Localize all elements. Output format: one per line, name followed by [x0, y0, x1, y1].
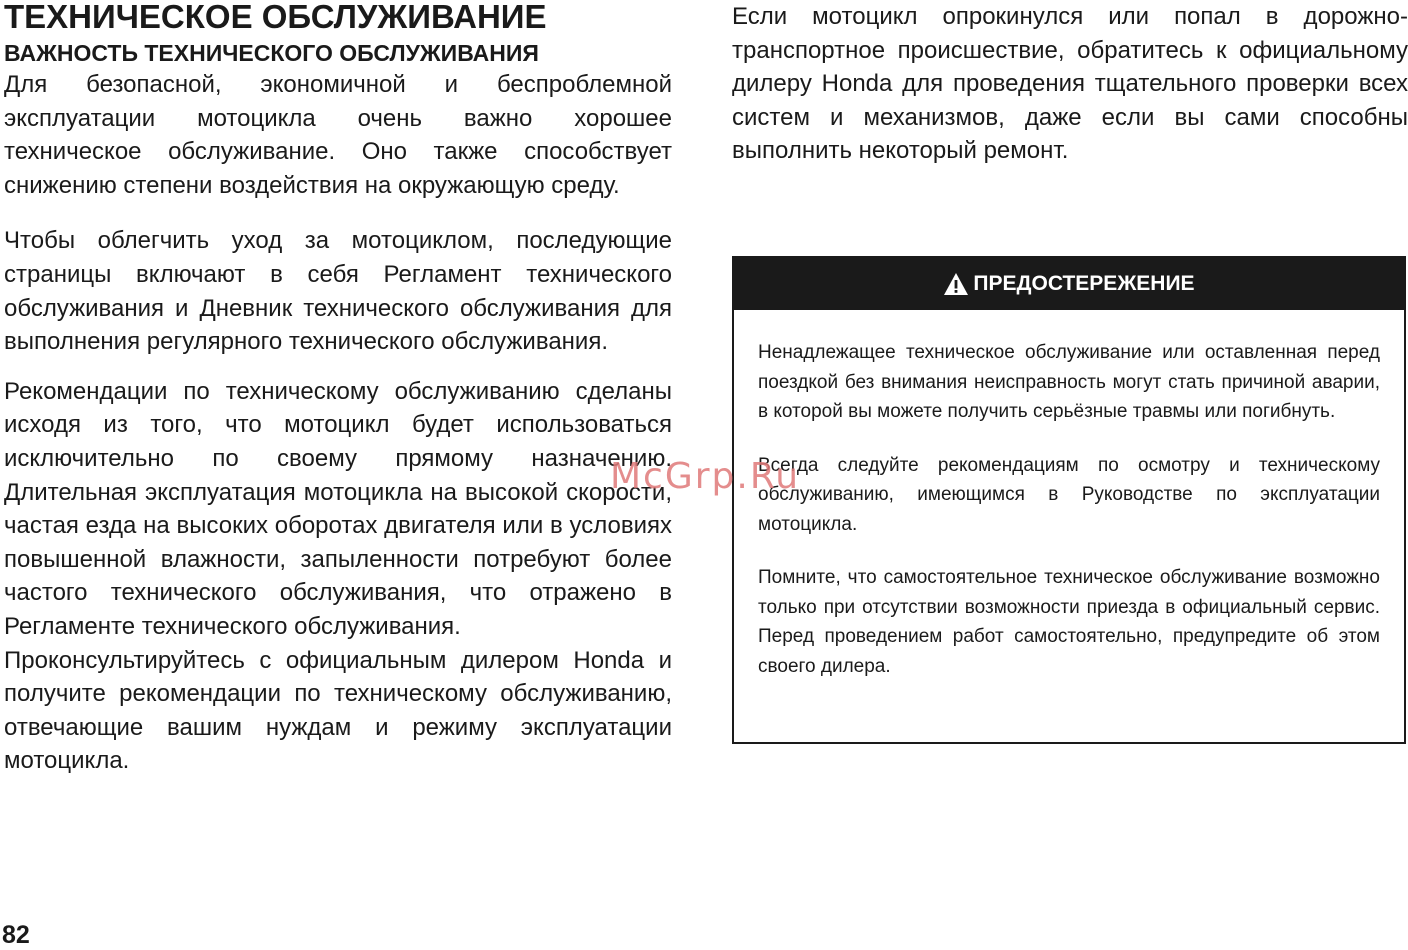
- warning-body: [734, 310, 1404, 681]
- paragraph-accident: Если мотоцикл опрокинулся или попал в дорожнотранспортное происшествие, обратитесь к официальному дилеру Honda для проведения тщательного проверки всех систем и механизмов, даже если вы сами способны выполнить некоторый ремонт.: [732, 3, 1408, 165]
- watermark: McGrp.Ru: [610, 456, 801, 497]
- paragraph-consult-dealer: Проконсультируйтесь с официальным дилером Honda и получите рекомендации по техническому обслуживанию, отвечающие вашим нуждам и режиму эксплуатации мотоцикла.: [4, 646, 672, 775]
- warning-title: ПРЕДОСТЕРЕЖЕНИЕ: [973, 272, 1195, 295]
- left-column: [4, 0, 672, 778]
- warning-paragraph-follow: Всегда следуйте рекомендациям по осмотру и техническому обслуживанию, имеющимся в Руководстве по эксплуатации мотоцикла.: [758, 454, 1380, 535]
- section-heading: ВАЖНОСТЬ ТЕХНИЧЕСКОГО ОБСЛУЖИВАНИЯ: [4, 40, 539, 66]
- warning-header: [734, 258, 1404, 310]
- page-title: ТЕХНИЧЕСКОЕ ОБСЛУЖИВАНИЕ: [4, 0, 547, 35]
- paragraph-importance: Для безопасной, экономичной и беспроблемной эксплуатации мотоцикла очень важно хорошее техническое обслуживание. Оно также способствует снижению степени воздействия на окружающую среду.: [4, 71, 672, 199]
- page-number: 82: [2, 921, 30, 949]
- right-column: [732, 0, 1408, 168]
- paragraph-schedule: Чтобы облегчить уход за мотоциклом, последующие страницы включают в себя Регламент технического обслуживания и Дневник технического обслуживания для выполнения регулярного технического обслуживания.: [4, 227, 672, 356]
- warning-paragraph-self-service: Помните, что самостоятельное техническое обслуживание возможно только при отсутствии возможности приезда в официальный сервис. Перед проведением работ самостоятельно, предупредите об этом своего дилера.: [758, 567, 1380, 677]
- warning-box: [732, 256, 1406, 744]
- warning-paragraph-risk: Ненадлежащее техническое обслуживание или оставленная перед поездкой без внимания неисправность могут стать причиной аварии, в которой вы можете получить серьёзные травмы или погибнуть.: [758, 342, 1380, 422]
- warning-triangle-icon: [943, 272, 969, 296]
- paragraph-recommendations: Рекомендации по техническому обслуживанию сделаны исходя из того, что мотоцикл будет использоваться исключительно по своему прямому назначению. Длительная эксплуатация мотоцикла на высокой скорости, частая езда на высоких оборотах двигателя или в условиях повышенной влажности, запыленности потребуют более частого технического обслуживания, что отражено в Регламенте технического обслуживания.: [4, 377, 672, 640]
